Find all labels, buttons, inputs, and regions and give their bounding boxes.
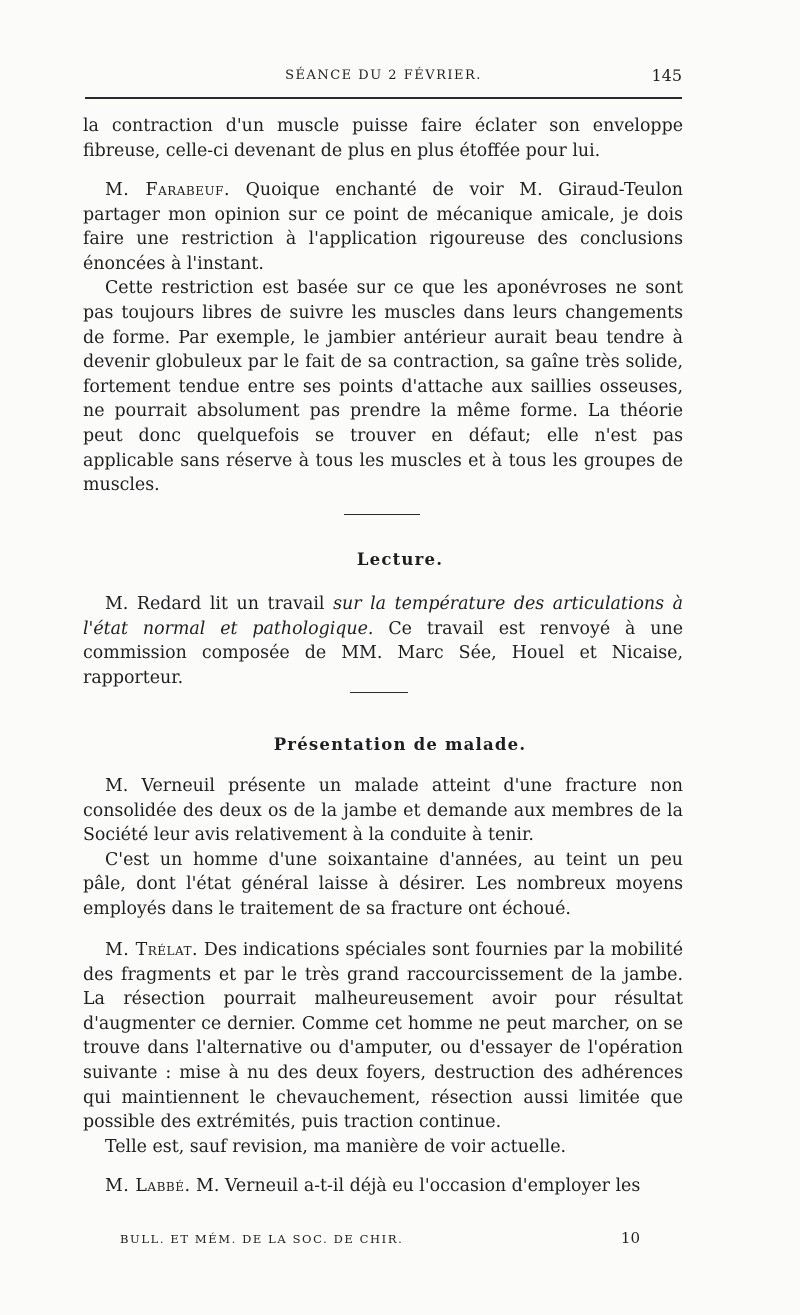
work-title: sur la température des articulations à l'état normal et pathologique. [83,594,683,639]
section-separator [350,692,408,693]
speaker-name: M. Trélat. [105,940,199,960]
section-separator [344,514,420,515]
section-heading-presentation: Présentation de malade. [273,735,527,754]
paragraph: C'est un homme d'une soixantaine d'années, au teint un peu pâle, dont l'état général laisse à désirer. Les nombreux moyens employés dans le traitement de sa fracture ont échoué. [83,849,683,919]
paragraph: Telle est, sauf revision, ma manière de voir actuelle. [105,1136,567,1157]
paragraph [83,592,683,690]
labbe-block [83,1174,683,1199]
lecture-block [83,592,683,690]
section-heading-lecture: Lecture. [356,550,444,569]
paragraph: la contraction d'un muscle puisse faire éclater son enveloppe fibreuse, celle-ci devenant de plus en plus étoffée pour lui. [83,116,683,161]
paragraph-continuation [83,114,683,163]
presentation-block [83,774,683,922]
paragraph: Cette restriction est basée sur ce que les aponévroses ne sont pas toujours libres de suivre les muscles dans leurs changements de forme. Par exemple, le jambier antérieur aurait beau tendre à devenir globuleux par le fait de sa contraction, sa gaîne très solide, fortement tendue entre ses points d'attache aux saillies osseuses, ne pourrait absolument pas prendre la même forme. La théorie peut donc quelquefois se trouver en défaut; elle n'est pas applicable sans réserve à tous les muscles et à tous les groupes de muscles. [83,278,683,496]
header-rule [85,97,682,99]
paragraph-text: Quoique enchanté de voir M. Giraud-Teulon partager mon opinion sur ce point de mécanique amicale, je dois faire une restriction à l'application rigoureuse des conclusions énoncées à l'instant. [83,180,683,274]
paragraph: M. Verneuil présente un malade atteint d'une fracture non consolidée des deux os de la jambe et demande aux membres de la Société leur avis relativement à la conduite à tenir. [83,776,683,846]
page-footer [120,1229,640,1252]
paragraph-text: Des indications spéciales sont fournies par la mobilité des fragments et par le très grand raccourcissement de la jambe. La résection pourrait malheureusement avoir pour résultat d'augmenter ce dernier. Comme cet homme ne peut marcher, on se trouve dans l'alternative ou d'amputer, ou d'essayer de l'opération suivante : mise à nu des deux foyers, destruction des adhérences qui maintiennent le chevauchement, résection aussi limitée que possible des extrémités, puis traction continue. [83,940,683,1133]
speaker-name: M. Labbé. [105,1176,191,1196]
bulletin-title: BULL. ET MÉM. DE LA SOC. DE CHIR. [120,1232,404,1246]
paragraph-text: M. Verneuil a-t-il déjà eu l'occasion d'employer les [190,1176,641,1196]
page-number: 145 [651,66,682,85]
paragraph [83,938,683,1135]
running-header [85,64,682,88]
paragraph [83,1174,683,1199]
trelat-block [83,938,683,1159]
speaker-name: M. Farabeuf. [105,180,230,200]
running-title: SÉANCE DU 2 FÉVRIER. [285,68,482,83]
signature-mark: 10 [620,1229,640,1247]
paragraph-text: M. Redard lit un travail [105,594,334,614]
paragraph-text: Ce travail est renvoyé à une commission composée de MM. Marc Sée, Houel et Nicaise, rapporteur. [83,618,683,688]
paragraph [83,178,683,276]
farabeuf-block [83,178,683,498]
